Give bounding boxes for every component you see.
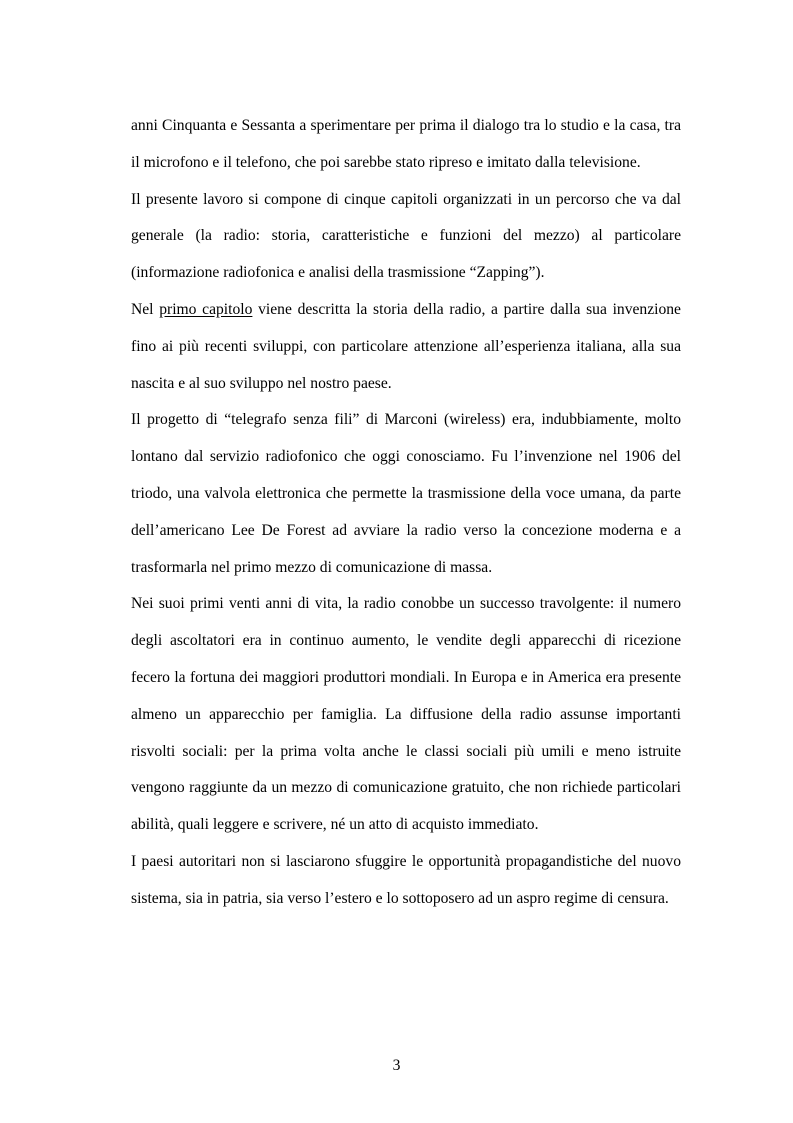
paragraph-3-lead: Nel	[131, 300, 160, 318]
paragraph-2: Il presente lavoro si compone di cinque capitoli organizzati in un percorso che va dal generale (la radio: storia, caratteristiche e funzioni del mezzo) al particolare (informazione radiofonica e analisi della trasmissione “Zapping”).	[131, 190, 681, 282]
paragraph-4: Il progetto di “telegrafo senza fili” di Marconi (wireless) era, indubbiamente, molto lontano dal servizio radiofonico che oggi conosciamo. Fu l’invenzione nel 1906 del triodo, una valvola elettronica che permette la trasmissione della voce umana, da parte dell’americano Lee De Forest ad avviare la radio verso la concezione moderna e a trasformarla nel primo mezzo di comunicazione di massa.	[131, 411, 681, 576]
page-number: 3	[392, 1057, 401, 1074]
chapter-reference: primo capitolo	[159, 300, 253, 318]
paragraph-5: Nei suoi primi venti anni di vita, la radio conobbe un successo travolgente: il numero degli ascoltatori era in continuo aumento, le vendite degli apparecchi di ricezione fecero la fortuna dei maggiori produttori mondiali. In Europa e in America era presente almeno un apparecchio per famiglia. La diffusione della radio assunse importanti risvolti sociali: per la prima volta anche le classi sociali più umili e meno istruite vengono raggiunte da un mezzo di comunicazione gratuito, che non richiede particolari abilità, quali leggere e scrivere, né un atto di acquisto immediato.	[131, 595, 681, 834]
body-text	[131, 108, 681, 918]
paragraph-3-rest: viene descritta la storia della radio, a partire dalla sua invenzione fino ai più recenti sviluppi, con particolare attenzione all’esperienza italiana, alla sua nascita e al suo sviluppo nel nostro paese.	[131, 300, 681, 392]
paragraph-1: anni Cinquanta e Sessanta a sperimentare per prima il dialogo tra lo studio e la casa, tra il microfono e il telefono, che poi sarebbe stato ripreso e imitato dalla televisione.	[131, 117, 681, 171]
paragraph-3	[131, 292, 681, 402]
paragraph-6: I paesi autoritari non si lasciarono sfuggire le opportunità propagandistiche del nuovo sistema, sia in patria, sia verso l’estero e lo sottoposero ad un aspro regime di censura.	[131, 852, 681, 907]
